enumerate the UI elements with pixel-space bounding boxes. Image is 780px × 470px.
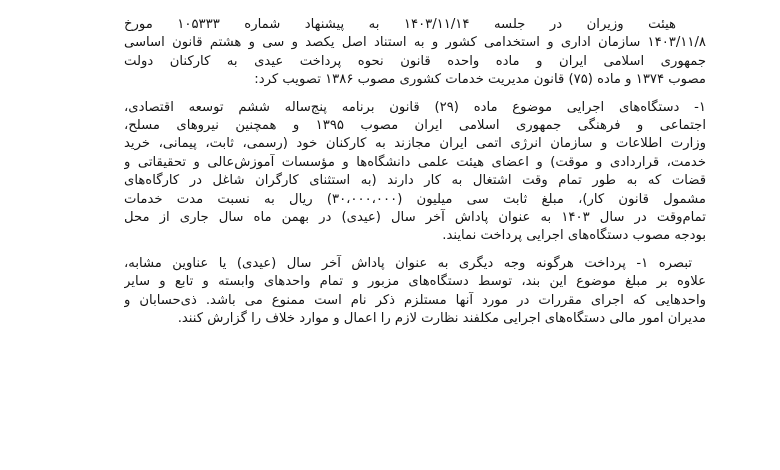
text-line: تبصره ۱- پرداخت هرگونه وجه دیگری به عنوان پاداش آخر سال (عیدی) یا عناوین مشابه،: [124, 255, 692, 271]
text-line: مصوب ۱۳۷۴ و ماده (۷۵) قانون مدیریت خدمات کشوری مصوب ۱۳۸۶ تصویب کرد:: [254, 72, 706, 88]
paragraph-intro: [124, 16, 706, 90]
text-line: جمهوری اسلامی ایران و ماده واحده قانون نحوه پرداخت عیدی به کارکنان دولت: [124, 53, 706, 69]
text-line: قضات که به طور تمام وقت اشتغال به کار دارند (به استثنای کارگران شاغل در کارگاه‌های: [124, 173, 706, 189]
text-line: واحدهایی که اجرای مقررات در مورد آنها مستلزم ذکر نام است ممنوع می باشد. ذی‌حسابان و: [124, 292, 706, 308]
decree-text: [124, 16, 706, 329]
text-line: وزارت اطلاعات و سازمان انرژی اتمی ایران مجازند به کارکنان خود (رسمی، ثابت، پیمانی، خرید: [124, 136, 706, 152]
text-line: هیئت وزیران در جلسه ۱۴۰۳/۱۱/۱۴ به پیشنهاد شماره ۱۰۵۳۳۳ مورخ: [124, 17, 677, 32]
paragraph-gap: [124, 246, 706, 255]
text-line: تمام‌وقت در سال ۱۴۰۳ به عنوان پاداش آخر سال (عیدی) در بهمن ماه سال جاری از محل: [124, 210, 706, 226]
text-line: مشمول قانون کار)، مبلغ ثابت سی میلیون (۳۰،۰۰۰،۰۰۰) ریال به نسبت مدت خدمات: [124, 191, 706, 207]
text-line: اجتماعی و فرهنگی جمهوری اسلامی ایران مصوب ۱۳۹۵ و همچنین نیروهای مسلح،: [124, 118, 706, 134]
paragraph-clause-1: [124, 99, 706, 246]
text-line: بودجه مصوب دستگاه‌های اجرایی پرداخت نمایند.: [442, 228, 706, 244]
text-line: ۱- دستگاه‌های اجرایی موضوع ماده (۲۹) قانون برنامه پنج‌ساله ششم توسعه اقتصادی،: [124, 99, 706, 115]
text-line: ۱۴۰۳/۱۱/۸ سازمان اداری و استخدامی کشور و به استناد اصل یکصد و سی و هشتم قانون اساسی: [124, 35, 706, 51]
paragraph-gap: [124, 90, 706, 99]
text-line: مدیران امور مالی دستگاه‌های اجرایی مکلفند نظارت لازم را اعمال و موارد خلاف را گزارش کنند.: [177, 311, 706, 327]
text-line: علاوه بر مبلغ موضوع این بند، توسط دستگاه‌های مزبور و تمام واحدهای وابسته و تابع و سایر: [124, 274, 706, 290]
paragraph-note-1: [124, 255, 706, 329]
text-line: خدمت، قراردادی و موقت) و اعضای هیئت علمی دانشگاه‌ها و مؤسسات آموزش‌عالی و تحقیقاتی و: [124, 154, 706, 170]
